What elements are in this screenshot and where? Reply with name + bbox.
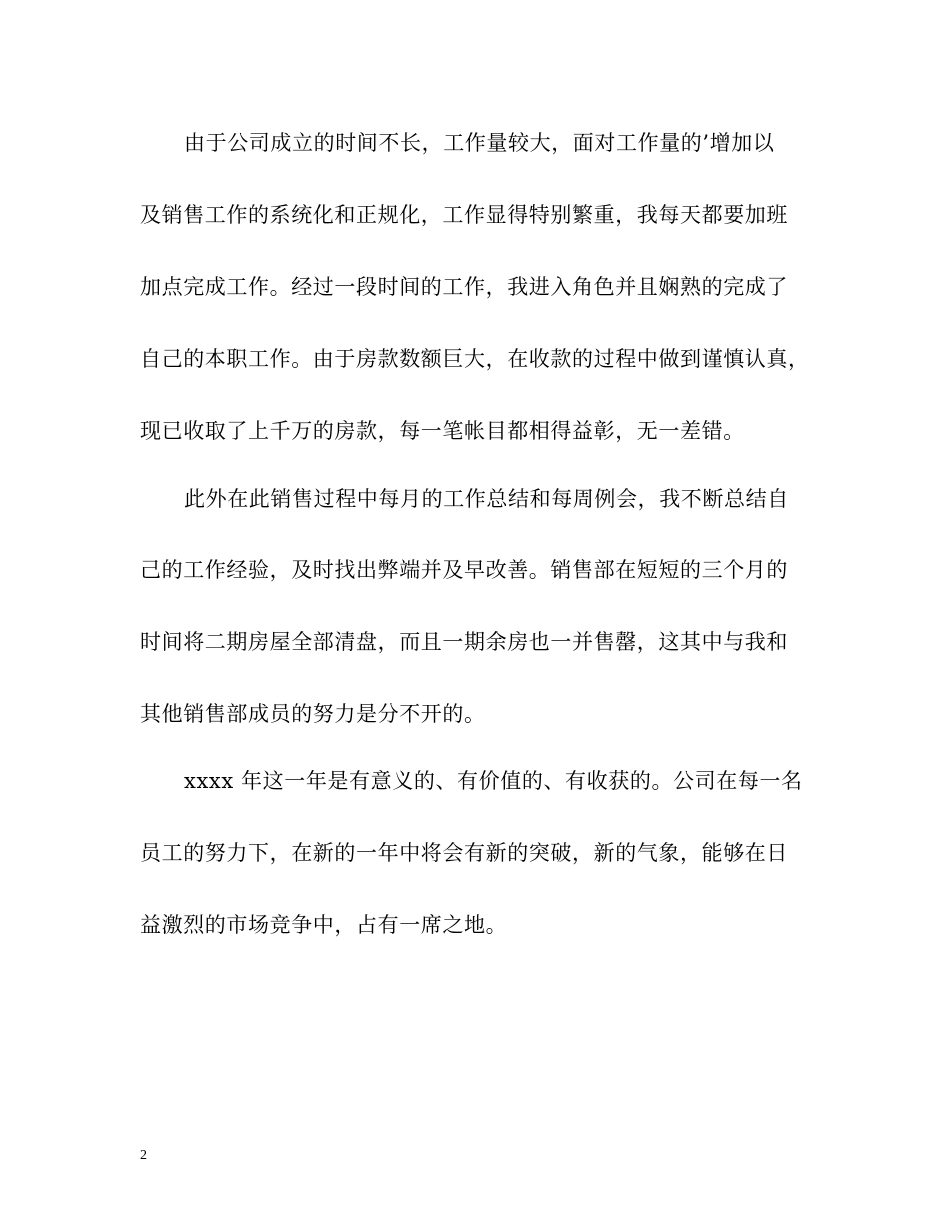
- page-number: 2: [140, 1148, 147, 1163]
- paragraph-2-line-2: 己的工作经验，及时找出弊端并及早改善。销售部在短短的三个月的: [140, 558, 788, 582]
- paragraph-1-line-4: 自己的本职工作。由于房款数额巨大，在收款的过程中做到谨慎认真，: [140, 347, 810, 371]
- paragraph-2-line-1: 此外在此销售过程中每月的工作总结和每周例会，我不断总结自: [184, 487, 789, 511]
- paragraph-1-line-3: 加点完成工作。经过一段时间的工作，我进入角色并且娴熟的完成了: [140, 275, 788, 299]
- paragraph-3-line-1: xxxx 年这一年是有意义的、有价值的、有收获的。公司在每一名: [184, 769, 803, 793]
- paragraph-1-line-5: 现已收取了上千万的房款，每一笔帐目都相得益彰，无一差错。: [140, 419, 745, 443]
- paragraph-1-line-1: 由于公司成立的时间不长，工作量较大，面对工作量的’增加以: [184, 131, 775, 155]
- paragraph-3-line-2: 员工的努力下，在新的一年中将会有新的突破，新的气象，能够在日: [140, 841, 788, 865]
- paragraph-3-line-3: 益激烈的市场竞争中，占有一席之地。: [140, 913, 508, 937]
- paragraph-2-line-4: 其他销售部成员的努力是分不开的。: [140, 702, 486, 726]
- paragraph-2-line-3: 时间将二期房屋全部清盘，而且一期余房也一并售罄，这其中与我和: [140, 630, 788, 654]
- paragraph-1-line-2: 及销售工作的系统化和正规化，工作显得特别繁重，我每天都要加班: [140, 203, 788, 227]
